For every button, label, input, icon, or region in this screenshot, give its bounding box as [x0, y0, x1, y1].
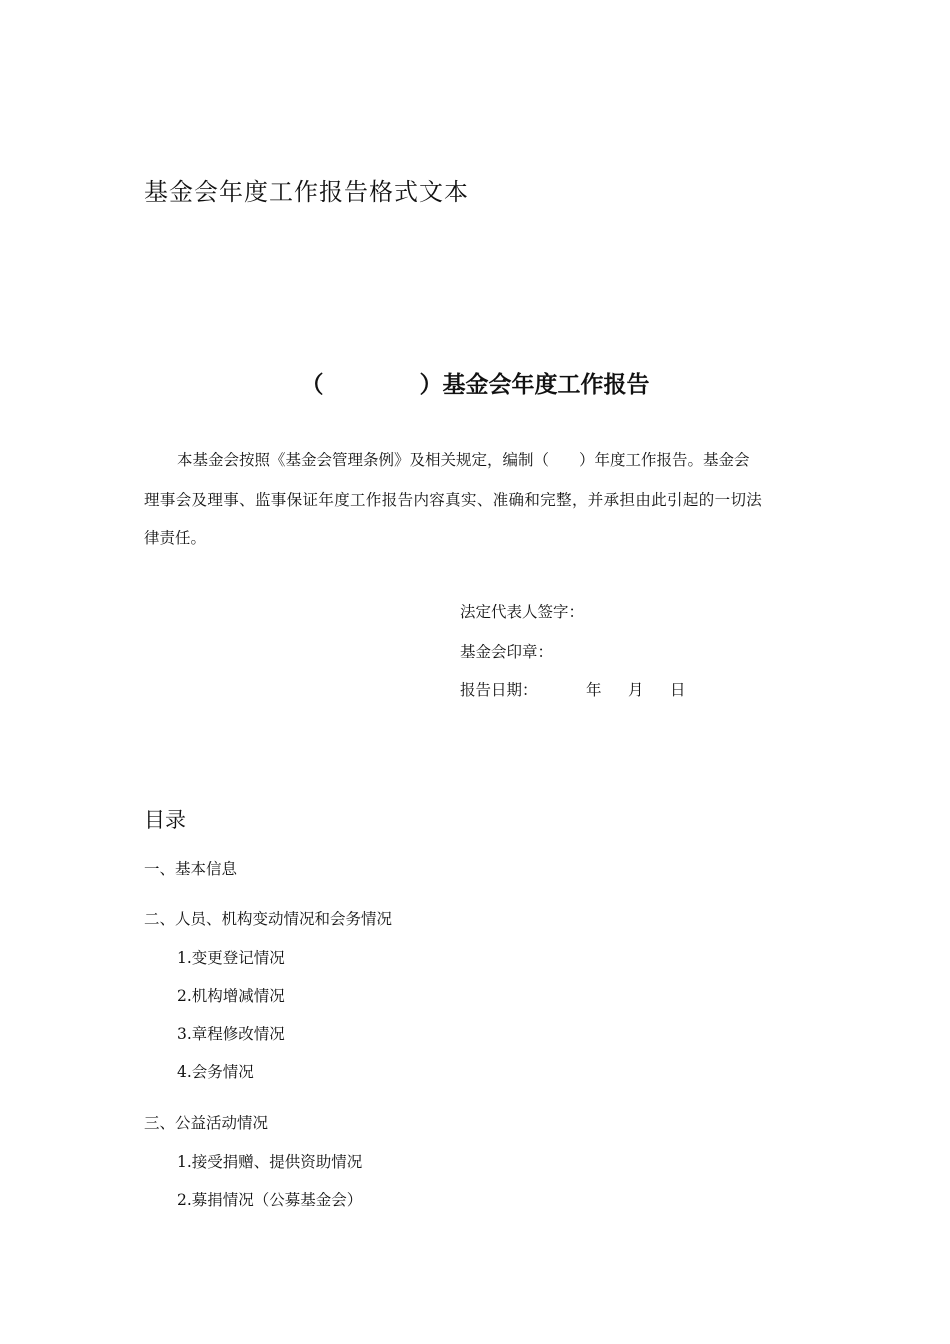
report-date-label: 报告日期： — [460, 681, 538, 699]
toc-item: 2.募捐情况（公募基金会） — [177, 1191, 363, 1209]
toc-item: 1.变更登记情况 — [177, 949, 285, 967]
seal-label: 基金会印章： — [460, 643, 554, 661]
toc-item: 2.机构增减情况 — [177, 987, 285, 1005]
toc-item: 三、公益活动情况 — [144, 1114, 269, 1132]
toc-item: 一、基本信息 — [144, 860, 238, 878]
statement-line-3: 律责任。 — [144, 529, 207, 547]
legal-rep-signature-label: 法定代表人签字： — [460, 603, 585, 621]
statement-line-1-part-a: 本基金会按照《基金会管理条例》及相关规定，编制（ — [177, 451, 550, 469]
toc-item: 3.章程修改情况 — [177, 1025, 285, 1043]
toc-item: 1.接受捐赠、提供资助情况 — [177, 1153, 363, 1171]
report-date-row — [460, 678, 686, 700]
report-title-text: 基金会年度工作报告 — [442, 372, 650, 398]
report-title-open-paren: （ — [300, 372, 324, 398]
toc-title: 目录 — [144, 808, 186, 832]
document-heading: 基金会年度工作报告格式文本 — [144, 178, 469, 206]
report-title — [0, 366, 950, 399]
statement-line-2: 理事会及理事、监事保证年度工作报告内容真实、准确和完整，并承担由此引起的一切法 — [144, 491, 763, 509]
report-date-year: 年 — [586, 681, 602, 699]
statement-line-1-part-b: ）年度工作报告。基金会 — [579, 451, 750, 469]
statement-line-1 — [177, 448, 750, 470]
toc-item: 4.会务情况 — [177, 1063, 254, 1081]
report-date-day: 日 — [670, 681, 686, 699]
report-date-month: 月 — [628, 681, 644, 699]
toc-item: 二、人员、机构变动情况和会务情况 — [144, 910, 393, 928]
report-title-close-paren: ） — [419, 372, 443, 398]
